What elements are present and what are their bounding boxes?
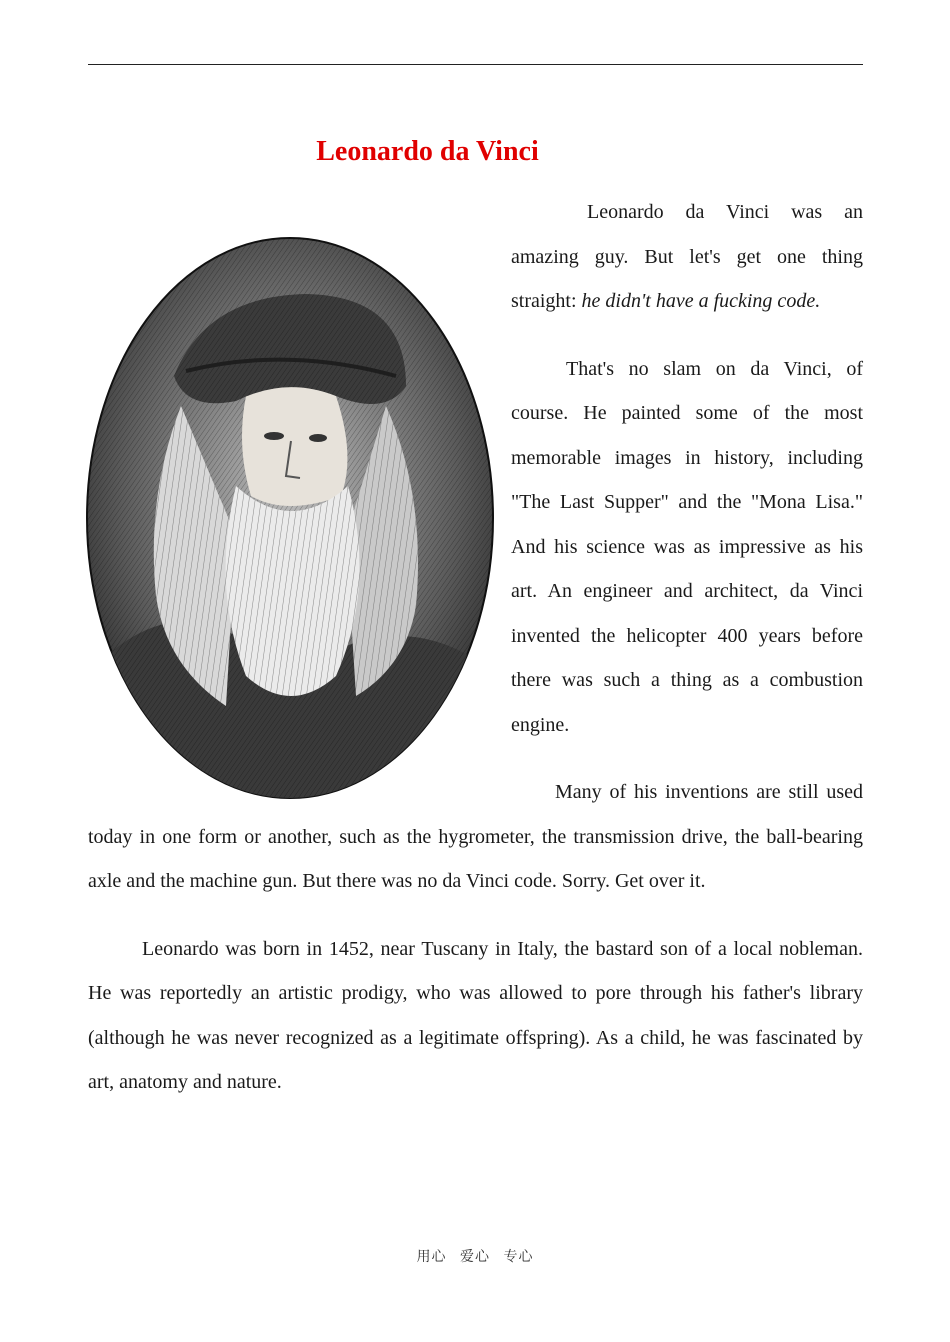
portrait-wrap-space bbox=[88, 190, 511, 775]
footer-item: 专心 bbox=[503, 1249, 534, 1265]
paragraph-3: Many of his inventions are still used today in one form or another, such as the hygrometer, the transmission drive, the ball-bearing axle and the machine gun. But there was no da Vinci code. Sorry. Get over it. bbox=[88, 781, 863, 892]
paragraph-2: That's no slam on da Vinci, of course. He painted some of the most memorable images in history, including "The Last Supper" and the "Mona Lisa." And his science was as impressive as his art. An engineer and architect, da Vinci invented the helicopter 400 years before there was such a thing as a combustion engine. bbox=[511, 357, 863, 736]
header-rule bbox=[88, 64, 863, 65]
article-body bbox=[88, 190, 863, 1128]
footer-item: 用心 bbox=[416, 1249, 447, 1265]
page-footer bbox=[0, 1246, 950, 1266]
paragraph-4: Leonardo was born in 1452, near Tuscany in Italy, the bastard son of a local nobleman. He was reportedly an artistic prodigy, who was allowed to pore through his father's library (although he was never recognized as a legitimate offspring). As a child, he was fascinated by art, anatomy and nature. bbox=[88, 937, 863, 1093]
page-title: Leonardo da Vinci bbox=[316, 136, 539, 167]
footer-item: 爱心 bbox=[460, 1249, 490, 1265]
paragraph-1-text: Leonardo da Vinci was an amazing guy. But let's get one thing straight: bbox=[511, 201, 863, 312]
paragraph-1-italic: he didn't have a fucking code. bbox=[581, 290, 821, 312]
